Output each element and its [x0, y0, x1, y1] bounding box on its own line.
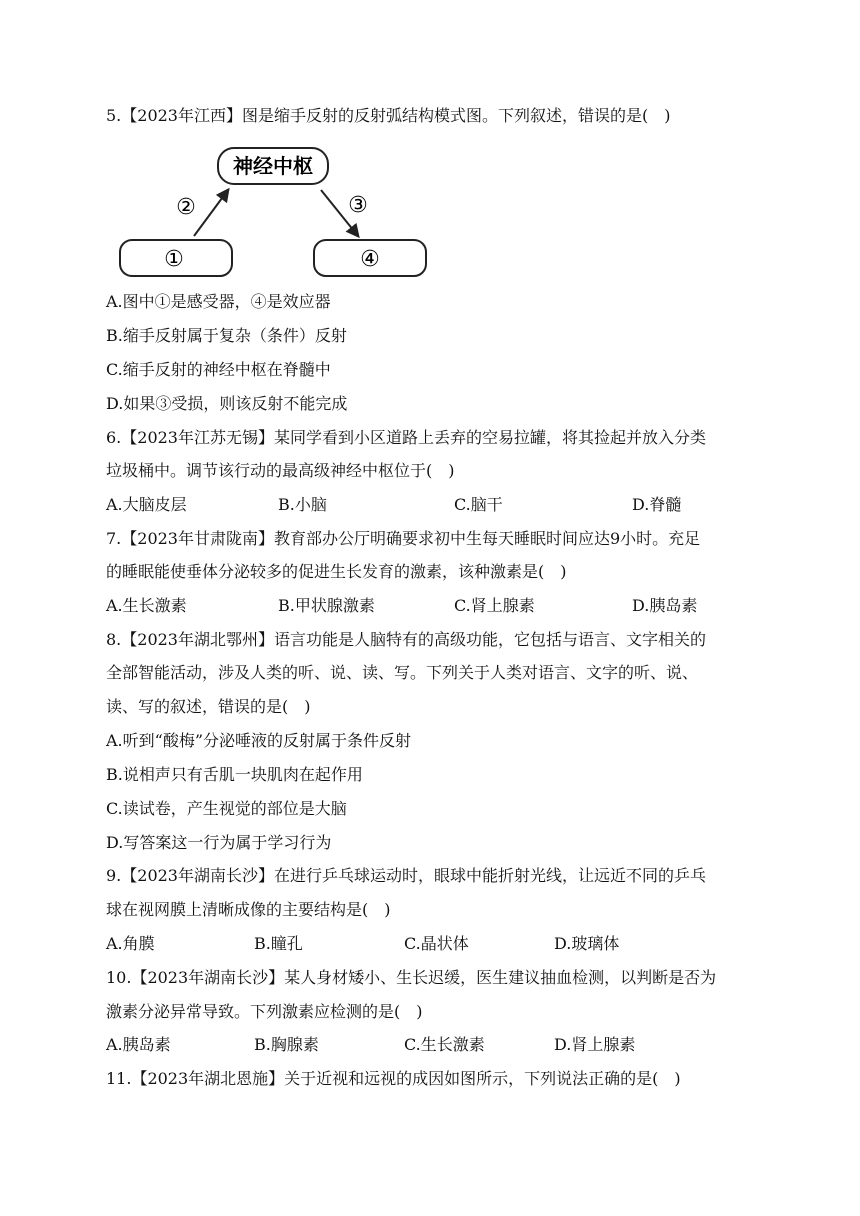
q10-options: [106, 1035, 746, 1055]
q10-option-d: D.肾上腺素: [554, 1035, 636, 1054]
question-7-stem-line2: 的睡眠能使垂体分泌较多的促进生长发育的激素，该种激素是( ): [106, 562, 567, 581]
question-8-stem-line2: 全部智能活动，涉及人类的听、说、读、写。下列关于人类对语言、文字的听、说、: [106, 663, 699, 682]
label-1: ①: [164, 247, 184, 272]
q8-option-c: C.读试卷，产生视觉的部位是大脑: [106, 799, 347, 818]
question-5-stem: 5.【2023年江西】图是缩手反射的反射弧结构模式图。下列叙述，错误的是( ): [106, 106, 671, 125]
nerve-center-label: 神经中枢: [233, 154, 313, 178]
q5-option-c: C.缩手反射的神经中枢在脊髓中: [106, 360, 331, 379]
q8-option-a: A.听到“酸梅”分泌唾液的反射属于条件反射: [106, 731, 412, 750]
q7-option-c: C.肾上腺素: [454, 596, 535, 615]
reflex-arc-diagram: [116, 144, 436, 282]
q7-options: [106, 596, 746, 616]
q8-option-b: B.说相声只有舌肌一块肌肉在起作用: [106, 765, 363, 784]
question-8-stem-line3: 读、写的叙述，错误的是( ): [106, 697, 311, 716]
q7-option-a: A.生长激素: [106, 596, 187, 615]
question-9-stem-line2: 球在视网膜上清晰成像的主要结构是( ): [106, 900, 391, 919]
question-10-stem-line1: 10.【2023年湖南长沙】某人身材矮小、生长迟缓，医生建议抽血检测，以判断是否为: [106, 968, 717, 987]
q8-option-d: D.写答案这一行为属于学习行为: [106, 833, 332, 852]
q9-option-a: A.角膜: [106, 934, 155, 953]
question-11-stem: 11.【2023年湖北恩施】关于近视和远视的成因如图所示，下列说法正确的是( ): [106, 1069, 681, 1088]
q10-option-b: B.胸腺素: [254, 1035, 319, 1054]
q6-option-b: B.小脑: [278, 495, 327, 514]
question-6-stem-line2: 垃圾桶中。调节该行动的最高级神经中枢位于( ): [106, 461, 455, 480]
question-9-stem-line1: 9.【2023年湖南长沙】在进行乒乓球运动时，眼球中能折射光线，让远近不同的乒乓: [106, 866, 706, 885]
q10-option-c: C.生长激素: [404, 1035, 485, 1054]
q5-option-a: A.图中①是感受器，④是效应器: [106, 292, 331, 311]
question-7-stem-line1: 7.【2023年甘肃陇南】教育部办公厅明确要求初中生每天睡眠时间应达9小时。充足: [106, 529, 701, 548]
reflex-arc-svg: [116, 144, 436, 282]
q6-options: [106, 495, 746, 515]
q9-option-c: C.晶状体: [404, 934, 469, 953]
q6-option-c: C.脑干: [454, 495, 503, 514]
q7-option-d: D.胰岛素: [632, 596, 698, 615]
q10-option-a: A.胰岛素: [106, 1035, 171, 1054]
q9-options: [106, 934, 746, 954]
label-4: ④: [360, 247, 380, 272]
q9-option-d: D.玻璃体: [554, 934, 620, 953]
q5-option-b: B.缩手反射属于复杂（条件）反射: [106, 326, 347, 345]
question-10-stem-line2: 激素分泌异常导致。下列激素应检测的是( ): [106, 1002, 423, 1021]
question-6-stem-line1: 6.【2023年江苏无锡】某同学看到小区道路上丢弃的空易拉罐，将其捡起并放入分类: [106, 428, 706, 447]
question-8-stem-line1: 8.【2023年湖北鄂州】语言功能是人脑特有的高级功能，它包括与语言、文字相关的: [106, 630, 706, 649]
q7-option-b: B.甲状腺激素: [278, 596, 375, 615]
q9-option-b: B.瞳孔: [254, 934, 303, 953]
q6-option-d: D.脊髓: [632, 495, 682, 514]
afferent-arrow: [194, 190, 228, 236]
q6-option-a: A.大脑皮层: [106, 495, 187, 514]
label-3: ③: [348, 193, 368, 218]
q5-option-d: D.如果③受损，则该反射不能完成: [106, 394, 348, 413]
label-2: ②: [176, 195, 196, 220]
